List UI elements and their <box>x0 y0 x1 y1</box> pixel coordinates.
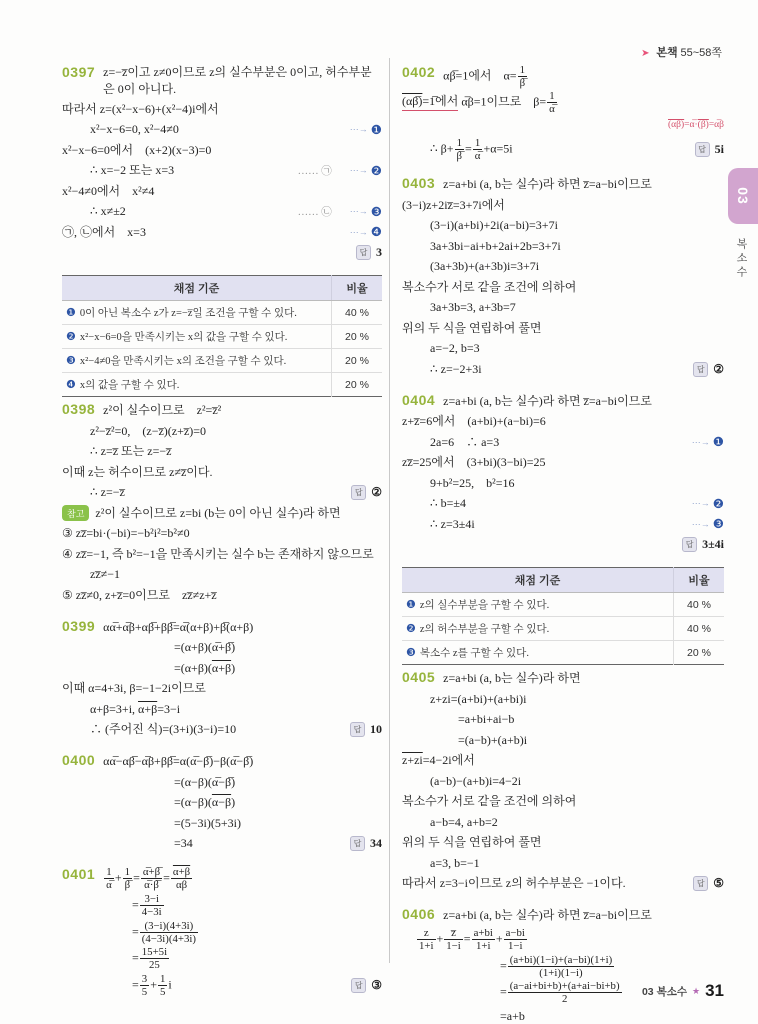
solution-line <box>62 752 382 771</box>
step-arrow-icon: ⋯→ <box>349 226 368 237</box>
criteria-text: z의 허수부분을 구할 수 있다. <box>419 624 550 636</box>
math-text: ∴ z=−2+3i <box>430 361 482 376</box>
page-footer <box>642 981 724 1001</box>
solution-line <box>402 360 724 379</box>
math-text: =(α+β)(α̅+β̅) <box>174 640 236 655</box>
answer <box>356 245 382 260</box>
math-text: 3a+3bi−ai+b+2ai+2b=3+7i <box>430 238 561 253</box>
solution-line <box>402 751 724 770</box>
solution-line <box>402 412 724 431</box>
grading-table <box>62 275 382 397</box>
math-text: $\frac{1}{\alpha̅}$ + $\frac{1}{\beta̅}$ = $\frac{\alpha̅+\beta̅}{\alpha̅\cdot\beta̅}$ = $\frac{\alpha+\beta}{\alpha\beta}$ <box>106 866 191 892</box>
solution-line <box>62 100 382 119</box>
answer-icon: 답 <box>693 876 708 891</box>
ratio-cell: 20 % <box>332 349 383 373</box>
answer-icon: 답 <box>356 245 371 260</box>
math-text: 2a=6 ∴ a=3 <box>430 434 500 449</box>
row-step-number: ❶ <box>66 307 76 320</box>
math-text: 복소수가 서로 같을 조건에 의하여 <box>402 794 577 809</box>
solution-line <box>62 659 382 678</box>
solution-line <box>62 463 382 482</box>
solution-line <box>402 874 724 893</box>
answer-value: 34 <box>370 836 382 851</box>
math-text: 따라서 z=3−i이므로 z의 허수부분은 −1이다. <box>402 876 626 891</box>
page-header <box>641 44 722 60</box>
answer-icon: 답 <box>351 978 366 993</box>
math-text: = $\frac{15+5i}{25}$ <box>132 946 168 972</box>
math-text: z+zi=4−2i에서 <box>402 753 475 768</box>
chapter-side-tab[interactable] <box>728 168 758 224</box>
solution-line <box>402 535 724 554</box>
math-text: (αβ̅)=1̅에서 α̅β=1이므로 β= $\frac{1}{\alpha̅}$ <box>402 90 555 116</box>
solution-line <box>62 223 382 242</box>
math-text: x²−x−6=0에서 (x+2)(x−3)=0 <box>62 142 212 157</box>
solution-line <box>62 442 382 461</box>
math-text: z+z̅=6에서 (a+bi)+(a−bi)=6 <box>402 414 546 429</box>
answer-value: ⑤ <box>713 876 724 891</box>
table-head <box>62 276 382 301</box>
solution-line <box>62 679 382 698</box>
ratio-header: 비율 <box>674 568 725 593</box>
math-text: =(5−3i)(5+3i) <box>174 815 241 830</box>
answer <box>350 836 382 851</box>
math-text: = $\frac{3-i}{4-3i}$ <box>132 892 162 919</box>
solution-line <box>402 906 724 925</box>
answer <box>351 485 382 500</box>
solution-line <box>62 422 382 441</box>
math-text: 이때 z는 허수이므로 z≠z̅이다. <box>62 464 213 479</box>
math-text: =(α+β)(α+β) <box>174 660 236 675</box>
problem-number: 0404 <box>402 391 436 408</box>
ratio-cell: 40 % <box>332 301 383 325</box>
row-step-number: ❹ <box>66 379 76 392</box>
math-text: $\frac{z}{1+i}$ + $\frac{z̅}{1-i}$ = $\frac{a+bi}{1+i}$ + $\frac{a-bi}{1-i}$ <box>419 926 525 953</box>
math-text: x²−x−6=0, x²−4≠0 <box>90 122 179 137</box>
step-number: ❹ <box>370 225 382 240</box>
footer-page-number: 31 <box>705 981 724 1000</box>
math-text: = $\frac{(a-ai+bi+b)+(a+ai-bi+b)}{2}$ <box>500 980 620 1006</box>
solution-line <box>62 834 382 853</box>
table-row <box>62 325 382 349</box>
ratio-cell: 20 % <box>674 641 725 665</box>
solution-line <box>402 339 724 358</box>
math-text: 따라서 z=(x²−x−6)+(x²−4)i에서 <box>62 101 219 116</box>
reference-mark: …… ㉠ <box>297 166 332 178</box>
solution-line <box>402 669 724 688</box>
ratio-cell: 40 % <box>674 617 725 641</box>
table-head <box>402 568 724 593</box>
solution-line <box>62 866 382 891</box>
answer-value: 3±4i <box>702 537 724 552</box>
header-book-label: 본책 <box>656 47 678 59</box>
math-text: 위의 두 식을 연립하여 풀면 <box>402 320 542 335</box>
math-text: a−b=4, a+b=2 <box>430 814 498 829</box>
math-text: = $\frac{(3-i)(4+3i)}{(4-3i)(4+3i)}$ <box>132 919 196 945</box>
criteria-cell <box>62 301 332 325</box>
math-text: =a+bi+ai−b <box>458 712 515 727</box>
solution-line <box>62 720 382 739</box>
problem-block <box>402 669 724 893</box>
step-number: ❷ <box>370 163 382 178</box>
problem-block <box>402 175 724 379</box>
side-tab-chapter-label: 복소수 <box>735 238 747 280</box>
grading-table <box>402 567 724 665</box>
problem-number: 0405 <box>402 669 436 686</box>
math-text: ㉠, ㉡에서 x=3 <box>62 224 146 239</box>
answer-value: 5i <box>714 142 724 157</box>
solution-line <box>402 813 724 832</box>
math-text: =(a−b)+(a+b)i <box>458 732 528 747</box>
header-page-range: 55~58쪽 <box>680 47 722 59</box>
math-text: z²이 실수이므로 z=bi (b는 0이 아닌 실수)라 하면 <box>95 505 341 520</box>
math-text: 이때 α=4+3i, β=−1−2i이므로 <box>62 681 206 696</box>
solution-line <box>402 64 724 89</box>
step-number: ❸ <box>370 204 382 219</box>
answer-icon: 답 <box>693 362 708 377</box>
math-text: z+zi=(a+bi)+(a+bi)i <box>430 691 527 706</box>
math-text: z²이 실수이므로 z²=z̅² <box>103 403 222 418</box>
solution-line <box>402 433 724 452</box>
criteria-cell <box>62 325 332 349</box>
math-text: z=−z̅이고 z≠0이므로 z의 실수부분은 0이고, 허수부분은 0이 아니다. <box>103 64 372 96</box>
solution-line <box>62 893 382 918</box>
criteria-text: x²−4≠0을 만족시키는 x의 조건을 구할 수 있다. <box>79 356 287 368</box>
solution-line <box>402 257 724 276</box>
criteria-cell <box>62 349 332 373</box>
problem-number: 0397 <box>62 63 96 80</box>
answer-icon: 답 <box>351 485 366 500</box>
table-header-row <box>62 276 382 301</box>
solution-line <box>62 946 382 971</box>
math-text: = $\frac{(a+bi)(1-i)+(a-bi)(1+i)}{(1+i)(1-i)}$ <box>500 953 613 979</box>
problem-block <box>402 392 724 555</box>
criteria-cell <box>402 593 674 617</box>
criteria-cell <box>402 641 674 665</box>
problem-number: 0403 <box>402 175 436 192</box>
row-step-number: ❷ <box>406 623 416 636</box>
solution-line <box>62 504 382 523</box>
step-number: ❷ <box>712 496 724 511</box>
solution-line <box>402 772 724 791</box>
solution-line <box>402 1007 724 1024</box>
solution-line <box>402 278 724 297</box>
solution-line <box>62 973 382 998</box>
math-text: αα̅+α̅β+αβ̅+ββ̅=α̅(α+β)+β̅(α+β) <box>103 619 254 634</box>
solution-line <box>62 64 382 99</box>
math-text: z=a+bi (a, b는 실수)라 하면 z̅=a−bi이므로 <box>443 393 652 408</box>
problem-block <box>402 64 724 163</box>
right-column <box>402 62 724 1024</box>
solution-line <box>402 515 724 534</box>
ratio-cell: 40 % <box>674 593 725 617</box>
math-text: ∴ (주어진 식)=(3+i)(3−i)=10 <box>90 722 237 737</box>
row-step-number: ❸ <box>406 647 416 660</box>
table-header-row <box>402 568 724 593</box>
solution-line <box>62 401 382 420</box>
solution-line <box>402 237 724 256</box>
solution-line <box>62 814 382 833</box>
answer-icon: 답 <box>682 537 697 552</box>
solution-line <box>402 690 724 709</box>
step-arrow-icon: ⋯→ <box>349 206 368 217</box>
column-divider <box>389 58 390 963</box>
math-text: ③ zz̅=bi·(−bi)=−b²i²=b²≠0 <box>62 526 190 541</box>
math-text: x²−4≠0에서 x²≠4 <box>62 183 155 198</box>
solution-line <box>402 319 724 338</box>
problem-number: 0398 <box>62 401 96 418</box>
math-text: 3a+3b=3, a+3b=7 <box>430 300 516 315</box>
math-text: =34 <box>174 836 193 851</box>
answer-icon: 답 <box>695 142 710 157</box>
answer-value: ② <box>713 361 724 376</box>
table-row <box>62 301 382 325</box>
table-row <box>402 593 724 617</box>
reference-mark: …… ㉡ <box>297 207 332 219</box>
solution-line <box>402 494 724 513</box>
answer-value: 3 <box>376 245 382 260</box>
solution-line <box>62 182 382 201</box>
math-text: a=3, b=−1 <box>430 855 480 870</box>
math-text: αβ̅=1에서 α= $\frac{1}{\beta̅}$ <box>443 63 526 89</box>
math-text: (3−i)(a+bi)+2i(a−bi)=3+7i <box>430 218 558 233</box>
answer-icon: 답 <box>350 722 365 737</box>
row-step-number: ❷ <box>66 331 76 344</box>
problem-number: 0399 <box>62 617 96 634</box>
solution-line <box>402 833 724 852</box>
problem-block <box>62 618 382 740</box>
solution-line <box>62 773 382 792</box>
solution-line <box>402 474 724 493</box>
ratio-cell: 20 % <box>332 373 383 397</box>
solution-line <box>62 638 382 657</box>
step-number: ❶ <box>370 122 382 137</box>
solution-line <box>62 700 382 719</box>
solution-line <box>402 710 724 729</box>
solution-line <box>402 792 724 811</box>
problem-number: 0401 <box>62 866 96 883</box>
solution-line <box>402 453 724 472</box>
step-arrow-icon: ⋯→ <box>349 165 368 176</box>
math-text: ∴ b=±4 <box>430 496 466 511</box>
answer-value: ③ <box>371 977 382 992</box>
solution-line <box>62 565 382 584</box>
math-text: αα̅−αβ̅−α̅β+ββ̅=α(α̅−β̅)−β(α̅−β̅) <box>103 754 254 769</box>
answer <box>693 876 724 891</box>
step-number: ❸ <box>712 517 724 532</box>
criteria-header: 채점 기준 <box>402 568 674 593</box>
solution-line <box>62 524 382 543</box>
ratio-header: 비율 <box>332 276 383 301</box>
solution-line <box>402 216 724 235</box>
row-step-number: ❸ <box>66 355 76 368</box>
problem-block <box>62 64 382 263</box>
answer <box>682 537 724 552</box>
footer-chapter-name: 복소수 <box>656 985 687 998</box>
step-arrow-icon: ⋯→ <box>349 124 368 135</box>
criteria-cell <box>402 617 674 641</box>
criteria-header: 채점 기준 <box>62 276 332 301</box>
answer-icon: 답 <box>350 836 365 851</box>
solution-line <box>402 117 724 136</box>
problem-block <box>402 906 724 1024</box>
criteria-text: z의 실수부분을 구할 수 있다. <box>419 600 550 612</box>
header-arrow-icon: ➤ <box>641 48 650 59</box>
row-step-number: ❶ <box>406 599 416 612</box>
math-text: a=−2, b=3 <box>430 341 480 356</box>
step-number: ❶ <box>712 435 724 450</box>
table-row <box>402 617 724 641</box>
problem-number: 0402 <box>402 63 436 80</box>
solution-line <box>402 196 724 215</box>
step-arrow-icon: ⋯→ <box>691 498 710 509</box>
table-row <box>402 641 724 665</box>
answer-value: ② <box>371 485 382 500</box>
footer-chapter-number: 03 <box>641 985 654 998</box>
left-column <box>62 62 382 1011</box>
solution-line <box>402 392 724 411</box>
math-text: zz̅=25에서 (3+bi)(3−bi)=25 <box>402 455 546 470</box>
solution-line <box>402 731 724 750</box>
step-arrow-icon: ⋯→ <box>691 436 710 447</box>
step-arrow-icon: ⋯→ <box>691 518 710 529</box>
math-text: (3a+3b)+(a+3b)i=3+7i <box>430 259 540 274</box>
math-text: =(α−β)(α̅−β̅) <box>174 774 236 789</box>
solution-line <box>62 618 382 637</box>
solution-line <box>402 927 724 952</box>
solution-line <box>402 175 724 194</box>
math-text: α+β=3+i, α+β=3−i <box>90 701 181 716</box>
solution-line <box>62 545 382 564</box>
solution-line <box>402 298 724 317</box>
solution-line <box>62 243 382 262</box>
answer <box>350 722 382 737</box>
math-text: z²−z̅²=0, (z−z̅)(z+z̅)=0 <box>90 423 206 438</box>
criteria-text: x의 값을 구할 수 있다. <box>79 380 180 392</box>
table-body <box>62 301 382 397</box>
math-text: ∴ β+ $\frac{1}{\beta̅}$ = $\frac{1}{\alpha̅}$ +α=5i <box>430 137 513 163</box>
solution-line <box>62 483 382 502</box>
problem-number: 0400 <box>62 752 96 769</box>
table-row <box>62 373 382 397</box>
math-text: 위의 두 식을 연립하여 풀면 <box>402 835 542 850</box>
table-row <box>62 349 382 373</box>
problem-block <box>62 866 382 998</box>
solution-line <box>402 854 724 873</box>
math-text: =(α−β)(α−β) <box>174 795 236 810</box>
answer <box>351 978 382 993</box>
math-text: z=a+bi (a, b는 실수)라 하면 z̅=a−bi이므로 <box>443 177 652 192</box>
math-text: ∴ z=3±4i <box>430 516 475 531</box>
criteria-text: x²−x−6=0을 만족시키는 x의 값을 구할 수 있다. <box>79 332 288 344</box>
solution-line <box>402 90 724 115</box>
answer <box>693 362 724 377</box>
math-text: ∴ z=−z̅ <box>90 485 125 500</box>
note-badge: 참고 <box>62 505 89 521</box>
math-text: =a+b <box>500 1008 525 1023</box>
math-text: (αβ̅)=α̅·(β̅)=α̅β <box>668 120 724 131</box>
criteria-text: 0이 아닌 복소수 z가 z=−z̅일 조건을 구할 수 있다. <box>79 308 297 320</box>
problem-number: 0406 <box>402 906 436 923</box>
criteria-text: 복소수 z를 구할 수 있다. <box>419 648 529 660</box>
ratio-cell: 20 % <box>332 325 383 349</box>
solution-line <box>62 920 382 945</box>
math-text: 9+b²=25, b²=16 <box>430 475 515 490</box>
solution-line <box>62 586 382 605</box>
math-text: z=a+bi (a, b는 실수)라 하면 <box>443 671 581 686</box>
solution-line <box>402 137 724 162</box>
solution-line <box>62 141 382 160</box>
footer-chapter <box>642 984 687 999</box>
math-text: = $\frac{3}{5}$ + $\frac{1}{5}$ i <box>132 972 172 998</box>
answer-value: 10 <box>370 722 382 737</box>
side-tab-number: 03 <box>734 187 751 205</box>
solution-line <box>62 161 382 180</box>
math-text: ∴ x=−2 또는 x=3 <box>90 163 175 178</box>
math-text: 복소수가 서로 같을 조건에 의하여 <box>402 279 577 294</box>
math-text: ⑤ zz̅≠0, z+z̅=0이므로 zz̅≠z+z̅ <box>62 587 217 602</box>
math-text: ④ zz̅=−1, 즉 b²=−1을 만족시키는 실수 b는 존재하지 않으므로 <box>62 546 374 561</box>
solution-line <box>62 793 382 812</box>
answer <box>695 142 724 157</box>
solution-line <box>402 954 724 979</box>
problem-block <box>62 752 382 853</box>
math-text: zz̅≠−1 <box>90 567 121 582</box>
footer-star-icon: ★ <box>692 985 701 996</box>
criteria-cell <box>62 373 332 397</box>
math-text: ∴ x≠±2 <box>90 204 126 219</box>
solution-line <box>62 120 382 139</box>
math-text: (3−i)z+2iz̅=3+7i에서 <box>402 197 505 212</box>
problem-block <box>62 401 382 605</box>
solution-line <box>62 202 382 221</box>
math-text: ∴ z=z̅ 또는 z=−z̅ <box>90 444 172 459</box>
table-body <box>402 593 724 665</box>
math-text: z=a+bi (a, b는 실수)라 하면 z̅=a−bi이므로 <box>443 908 652 923</box>
math-text: (a−b)−(a+b)i=4−2i <box>430 773 522 788</box>
